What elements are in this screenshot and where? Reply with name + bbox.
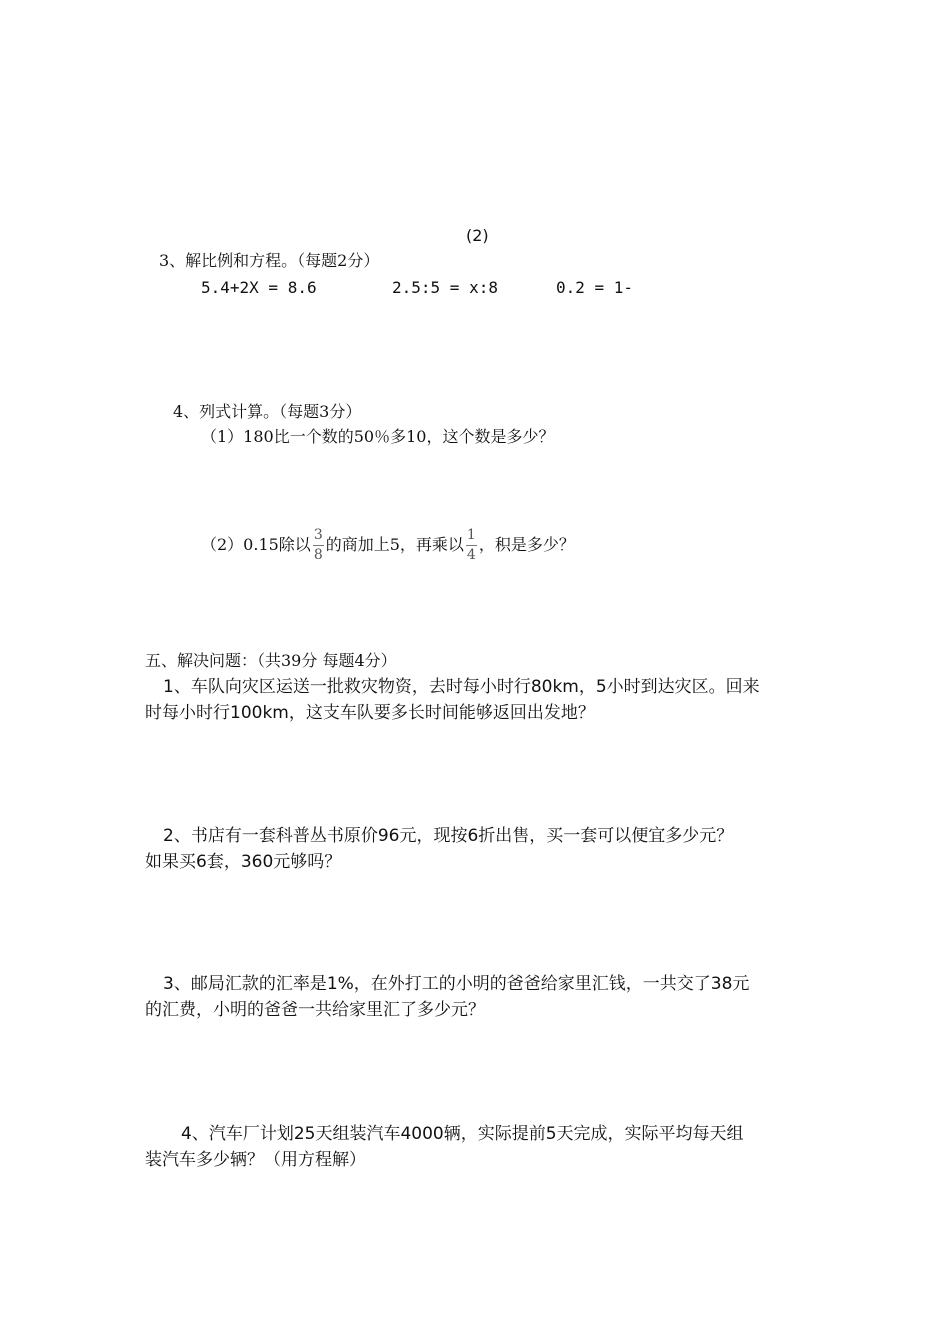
page-marker: (2)	[466, 226, 489, 245]
problem-3-line-2: 的汇费，小明的爸爸一共给家里汇了多少元？	[145, 1000, 485, 1020]
section-4-title: 4、列式计算。（每题3分）	[173, 402, 362, 421]
question-4-2	[201, 528, 575, 563]
problem-3-line-1: 3、邮局汇款的汇率是1%，在外打工的小明的爸爸给家里汇钱，一共交了38元	[163, 974, 750, 994]
fraction-numerator: 1	[466, 528, 477, 546]
fraction-denominator: 4	[466, 547, 476, 563]
problem-4-line-2: 装汽车多少辆？（用方程解）	[145, 1150, 366, 1170]
equation-2: 2.5:5 = x:8	[392, 278, 498, 297]
problem-2-line-2: 如果买6套，360元够吗？	[145, 852, 342, 872]
fraction-numerator: 3	[313, 528, 324, 546]
fraction-three-eighths	[313, 528, 324, 563]
question-4-2-text-c: ，积是多少？	[478, 535, 575, 554]
section-5-title: 五、解决问题：（共39分 每题4分）	[145, 651, 397, 670]
question-4-2-text-b: 的商加上5，再乘以	[325, 535, 464, 554]
section-3-title: 3、解比例和方程。（每题2分）	[159, 251, 380, 270]
question-4-2-text-a: （2）0.15除以	[201, 535, 311, 554]
question-4-1: （1）180比一个数的50％多10，这个数是多少？	[201, 427, 555, 446]
fraction-denominator: 8	[313, 547, 323, 563]
equation-1: 5.4+2X = 8.6	[201, 278, 317, 297]
equation-3: 0.2 = 1-	[556, 278, 634, 297]
problem-1-line-1: 1、车队向灾区运送一批救灾物资，去时每小时行80km，5小时到达灾区。回来	[163, 677, 760, 697]
problem-4-line-1: 4、汽车厂计划25天组装汽车4000辆，实际提前5天完成，实际平均每天组	[181, 1124, 744, 1144]
problem-2-line-1: 2、书店有一套科普丛书原价96元，现按6折出售，买一套可以便宜多少元？	[163, 826, 734, 846]
fraction-one-quarter	[466, 528, 477, 563]
problem-1-line-2: 时每小时行100km，这支车队要多长时间能够返回出发地？	[145, 703, 595, 723]
